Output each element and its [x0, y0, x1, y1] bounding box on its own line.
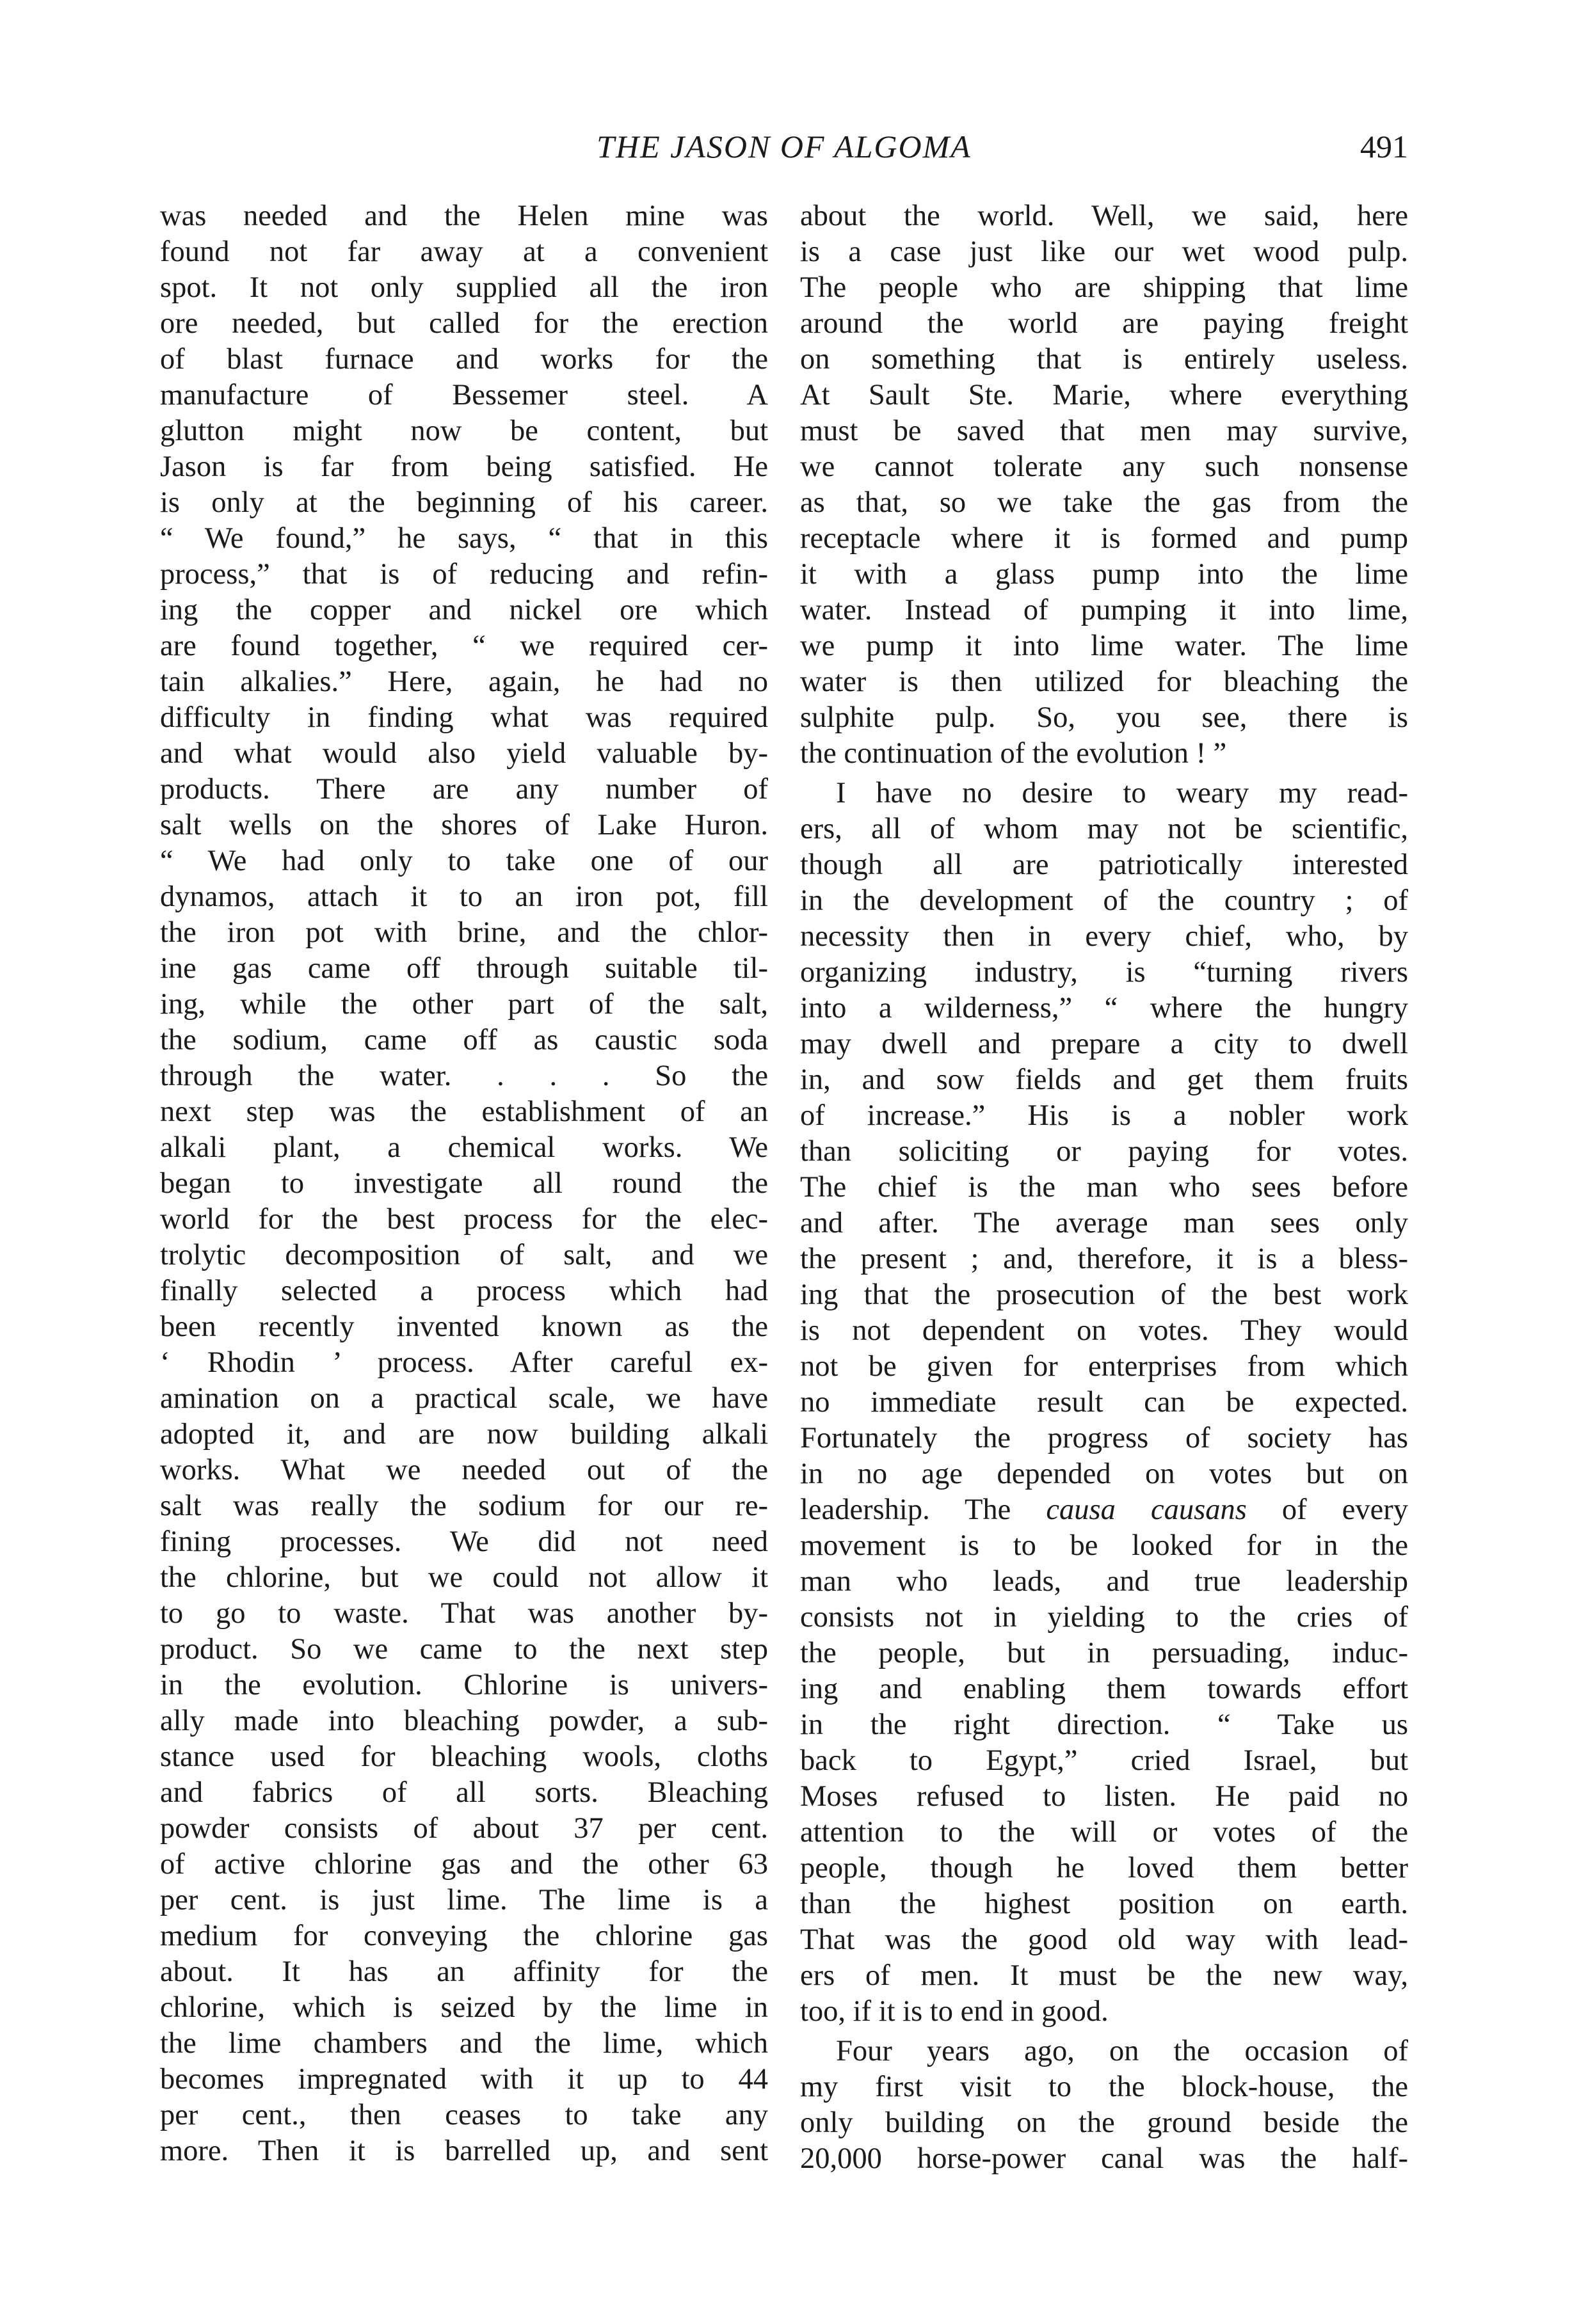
text-line: dynamos, attach it to an iron pot, fill [160, 880, 768, 913]
text-line: The chief is the man who sees before [800, 1171, 1408, 1204]
text-line: Four years ago, on the occasion of [836, 2035, 1408, 2067]
text-line: powder consists of about 37 per cent. [160, 1812, 768, 1845]
text-line: The people who are shipping that lime [800, 271, 1408, 304]
text-line: about the world. Well, we said, here [800, 200, 1408, 232]
right-paragraph-2 [800, 776, 1408, 1492]
text-line: That was the good old way with lead- [800, 1923, 1408, 1956]
text-line: spot. It not only supplied all the iron [160, 271, 768, 304]
text-line: in the development of the country ; of [800, 884, 1408, 917]
text-line: of active chlorine gas and the other 63 [160, 1848, 768, 1881]
text-line: water is then utilized for bleaching the [800, 665, 1408, 698]
right-paragraph-2-cont [800, 1528, 1408, 2030]
text-line: began to investigate all round the [160, 1167, 768, 1200]
text-line: becomes impregnated with it up to 44 [160, 2063, 768, 2096]
text-line: not be given for enterprises from which [800, 1350, 1408, 1383]
text-line: medium for conveying the chlorine gas [160, 1920, 768, 1952]
text-line: process,” that is of reducing and refin- [160, 558, 768, 591]
text-line: ally made into bleaching powder, a sub- [160, 1705, 768, 1737]
text-line: into a wilderness,” “ where the hungry [800, 992, 1408, 1024]
text-line: the iron pot with brine, and the chlor- [160, 916, 768, 949]
text-line: is only at the beginning of his career. [160, 486, 768, 519]
text-line: organizing industry, is “turning rivers [800, 956, 1408, 989]
left-column [160, 198, 768, 2220]
text-line: was needed and the Helen mine was [160, 200, 768, 232]
text-line: of increase.” His is a nobler work [800, 1099, 1408, 1132]
text-line: been recently invented known as the [160, 1310, 768, 1343]
text-line: I have no desire to weary my read- [836, 777, 1408, 809]
text-line: necessity then in every chief, who, by [800, 920, 1408, 953]
text-line: and after. The average man sees only [800, 1207, 1408, 1239]
text-line: the chlorine, but we could not allow it [160, 1561, 768, 1594]
text-line: through the water. . . . So the [160, 1060, 768, 1092]
text-line: sulphite pulp. So, you see, there is [800, 701, 1408, 734]
text-line: difficulty in finding what was required [160, 701, 768, 734]
text-line: may dwell and prepare a city to dwell [800, 1028, 1408, 1060]
text-line-italic [800, 1492, 1408, 1528]
right-column [800, 198, 1408, 2220]
text-line: is a case just like our wet wood pulp. [800, 235, 1408, 268]
text-line: of blast furnace and works for the [160, 343, 768, 376]
text-line: trolytic decomposition of salt, and we [160, 1239, 768, 1271]
text-line: tain alkalies.” Here, again, he had no [160, 665, 768, 698]
right-paragraph-3 [800, 2034, 1408, 2177]
text-line: 20,000 horse-power canal was the half- [800, 2142, 1408, 2175]
text-line: ore needed, but called for the erection [160, 307, 768, 340]
text-line: salt was really the sodium for our re- [160, 1490, 768, 1522]
text-line: in no age depended on votes but on [800, 1458, 1408, 1490]
text-line: the present ; and, therefore, it is a bless- [800, 1243, 1408, 1275]
text-line: ine gas came off through suitable til- [160, 952, 768, 985]
text-line: “ We had only to take one of our [160, 845, 768, 877]
text-line: world for the best process for the elec- [160, 1203, 768, 1236]
text-line: the people, but in persuading, induc- [800, 1637, 1408, 1669]
text-line: ing and enabling them towards effort [800, 1673, 1408, 1705]
text-line: adopted it, and are now building alkali [160, 1418, 768, 1451]
text-line: on something that is entirely useless. [800, 343, 1408, 376]
text-line: alkali plant, a chemical works. We [160, 1131, 768, 1164]
text-line: “ We found,” he says, “ that in this [160, 522, 768, 555]
text-line: as that, so we take the gas from the [800, 486, 1408, 519]
text-line: must be saved that men may survive, [800, 415, 1408, 447]
text-line: per cent. is just lime. The lime is a [160, 1884, 768, 1916]
text-line: Jason is far from being satisfied. He [160, 450, 768, 483]
italic-line-suffix: of every [1246, 1493, 1408, 1526]
text-line: is not dependent on votes. They would [800, 1314, 1408, 1347]
right-paragraph-1 [800, 198, 1408, 772]
text-line: fining processes. We did not need [160, 1525, 768, 1558]
text-line: ers, all of whom may not be scientific, [800, 813, 1408, 845]
text-line: no immediate result can be expected. [800, 1386, 1408, 1419]
text-line: manufacture of Bessemer steel. A [160, 379, 768, 411]
text-line: my first visit to the block-house, the [800, 2071, 1408, 2103]
text-line: in the evolution. Chlorine is univers- [160, 1669, 768, 1701]
text-line: ers of men. It must be the new way, [800, 1959, 1408, 1992]
text-line: chlorine, which is seized by the lime in [160, 1991, 768, 2024]
text-line: finally selected a process which had [160, 1275, 768, 1307]
text-line: in, and sow fields and get them fruits [800, 1063, 1408, 1096]
text-line: about. It has an affinity for the [160, 1955, 768, 1988]
text-line: ing the copper and nickel ore which [160, 594, 768, 626]
text-line: we pump it into lime water. The lime [800, 630, 1408, 662]
running-title: THE JASON OF ALGOMA [597, 129, 972, 164]
text-line: too, if it is to end in good. [800, 1995, 1109, 2028]
text-line: next step was the establishment of an [160, 1095, 768, 1128]
text-line: attention to the will or votes of the [800, 1816, 1408, 1849]
text-line: it with a glass pump into the lime [800, 558, 1408, 591]
text-line: than the highest position on earth. [800, 1888, 1408, 1920]
page-number: 491 [1360, 129, 1408, 164]
text-line: movement is to be looked for in the [800, 1529, 1408, 1562]
text-line: amination on a practical scale, we have [160, 1382, 768, 1415]
text-line: to go to waste. That was another by- [160, 1597, 768, 1630]
text-line: and what would also yield valuable by- [160, 737, 768, 770]
italic-line-prefix: leadership. The [800, 1493, 1047, 1526]
text-line: in the right direction. “ Take us [800, 1708, 1408, 1741]
text-line: water. Instead of pumping it into lime, [800, 594, 1408, 626]
text-line: people, though he loved them better [800, 1852, 1408, 1884]
text-line: only building on the ground beside the [800, 2106, 1408, 2139]
text-line: Moses refused to listen. He paid no [800, 1780, 1408, 1813]
text-line: though all are patriotically interested [800, 848, 1408, 881]
text-line: ‘ Rhodin ’ process. After careful ex- [160, 1346, 768, 1379]
text-line: ing that the prosecution of the best work [800, 1278, 1408, 1311]
text-line: we cannot tolerate any such nonsense [800, 450, 1408, 483]
italic-phrase: causa causans [1046, 1493, 1247, 1526]
text-line: ing, while the other part of the salt, [160, 988, 768, 1021]
text-line: back to Egypt,” cried Israel, but [800, 1744, 1408, 1777]
text-line: the sodium, came off as caustic soda [160, 1024, 768, 1056]
text-line: per cent., then ceases to take any [160, 2099, 768, 2131]
text-line: around the world are paying freight [800, 307, 1408, 340]
text-line: are found together, “ we required cer- [160, 630, 768, 662]
text-line: receptacle where it is formed and pump [800, 522, 1408, 555]
text-line: consists not in yielding to the cries of [800, 1601, 1408, 1634]
text-line: salt wells on the shores of Lake Huron. [160, 809, 768, 841]
page-header [160, 128, 1408, 179]
text-line: than soliciting or paying for votes. [800, 1135, 1408, 1168]
text-line: glutton might now be content, but [160, 415, 768, 447]
text-line: the lime chambers and the lime, which [160, 2027, 768, 2060]
text-line: Fortunately the progress of society has [800, 1422, 1408, 1454]
text-line: and fabrics of all sorts. Bleaching [160, 1776, 768, 1809]
text-line: the continuation of the evolution ! ” [800, 737, 1227, 770]
text-line: found not far away at a convenient [160, 235, 768, 268]
left-paragraph [160, 198, 768, 2169]
text-line: works. What we needed out of the [160, 1454, 768, 1486]
text-line: products. There are any number of [160, 773, 768, 806]
text-line: At Sault Ste. Marie, where everything [800, 379, 1408, 411]
text-line: man who leads, and true leadership [800, 1565, 1408, 1598]
text-line: more. Then it is barrelled up, and sent [160, 2135, 768, 2167]
text-line: product. So we came to the next step [160, 1633, 768, 1666]
text-line: stance used for bleaching wools, cloths [160, 1740, 768, 1773]
